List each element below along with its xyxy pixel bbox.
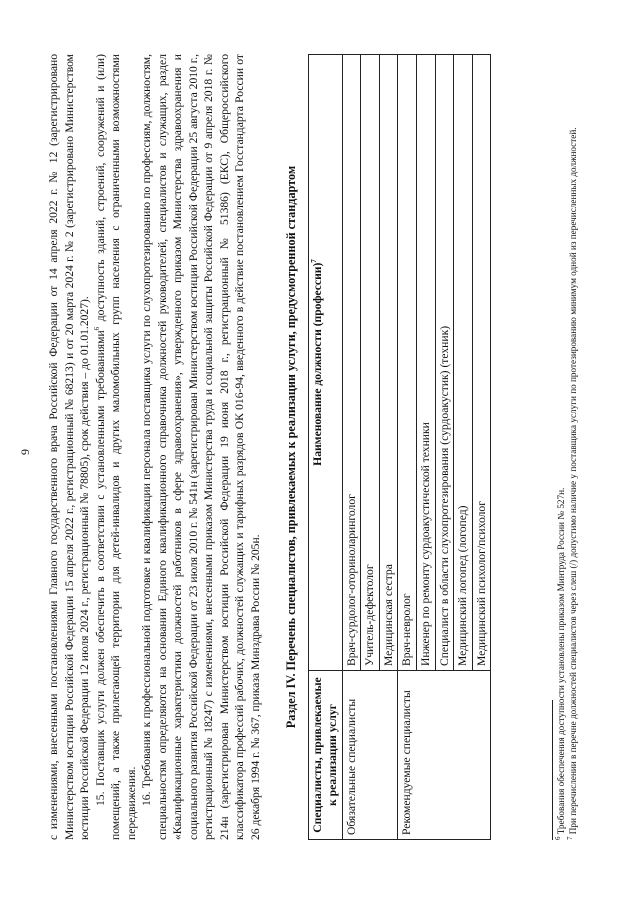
table-cell: Врач-сурдолог-оториноларинголог [342,55,361,671]
table-cell: Специалист в области слухопротезирования (сурдоакустик) (техник) [435,55,454,671]
paragraph-15-text-a: 15. Поставщик услуги должен обеспечить в соответствии с установленными требованиями [93,330,107,806]
group-required: Обязательные специалисты [342,671,398,840]
table-row [398,55,417,840]
table-cell: Медицинская сестра [379,55,398,671]
table-cell: Медицинский психолог/психолог [472,55,491,671]
table-row [342,55,361,840]
footnote-7-text: При перечислении в перечне должностей специалистов через слеш (/) допустимо наличие у поставщика услуги по протезированию минимум одной из перечисленных должностей. [567,127,578,837]
header-specialists: Специалисты, привлекаемые к реализации услуг [308,671,342,840]
table-cell: Врач-невролог [398,55,417,671]
table-header-row [308,55,342,840]
section-title: Раздел IV. Перечень специалистов, привлекаемых к реализации услуги, предусмотренной стандартом [284,165,299,729]
document-body [46,54,491,840]
header-position [308,55,342,671]
footnote-7 [565,54,580,840]
table-cell: Учитель-дефектолог [361,55,380,671]
footnote-ref-6: 6 [92,326,101,331]
paragraph-15-text-b: доступность зданий, строений, сооружений и (или) помещений, а также прилегающей территории для детей-инвалидов и других маломобильных групп населения с ограниченными возможностями передвижения. [93,54,138,840]
paragraph-15 [93,54,140,840]
table-cell: Инженер по ремонту сурдоакустической техники [416,55,435,671]
footnote-divider [552,700,553,840]
table-cell: Медицинский логопед (логопед) [454,55,473,671]
page-number: 9 [18,449,32,455]
specialists-table [308,54,491,840]
footnote-6-text: Требования обеспечения доступности установлены приказом Минтруда России № 527н. [556,487,566,837]
footnote-ref-7: 7 [309,259,318,263]
paragraph-16: 16. Требования к профессиональной подготовке и квалификации персонала поставщика услуги по слухопротезированию по профессиям, должностям, специальностям определяются на основании Единого квалификационного справочника должностей руководителей, специалистов и служащих, раздел «Квалификационные характеристики должностей работников в сфере здравоохранения», утвержденного приказом Министерства здравоохранения и социального развития Российской Федерации от 23 июля 2010 г. № 541н (зарегистрирован Министерством юстиции Российской Федерации 25 августа 2010 г., регистрационный № 18247) с изменениями, внесенными приказом Министерства труда и социальной защиты Российской Федерации от 9 апреля 2018 г. № 214н (зарегистрирован Министерством юстиции Российской Федерации 19 июня 2018 г., регистрационный № 51386) (ЕКС), Общероссийского классификатора профессий рабочих, должностей служащих и тарифных разрядов ОК 016-94, введенного в действие постановлением Госстандарта России от 26 декабря 1994 г. № 367, приказа Минздрава России № 205н. [140,54,262,840]
footnote-6 [553,54,568,840]
footnote-6-number: 6 [553,836,562,840]
footnote-7-number: 7 [565,836,574,840]
footnotes [552,54,580,840]
header-position-text: Наименование должности (профессии) [310,262,324,466]
group-recommended: Рекомендуемые специалисты [398,671,491,840]
paragraph-continuation: с изменениями, внесенными постановлениями Главного государственного врача Российской Федерации от 14 апреля 2022 г. № 12 (зарегистрировано Министерством юстиции Российской Федерации 15 апреля 2022 г., регистрационный № 68213) и от 20 марта 2024 г. № 2 (зарегистрировано Министерством юстиции Российской Федерации 12 июля 2024 г., регистрационный № 78805), срок действия – до 01.01.2027). [47,54,92,840]
